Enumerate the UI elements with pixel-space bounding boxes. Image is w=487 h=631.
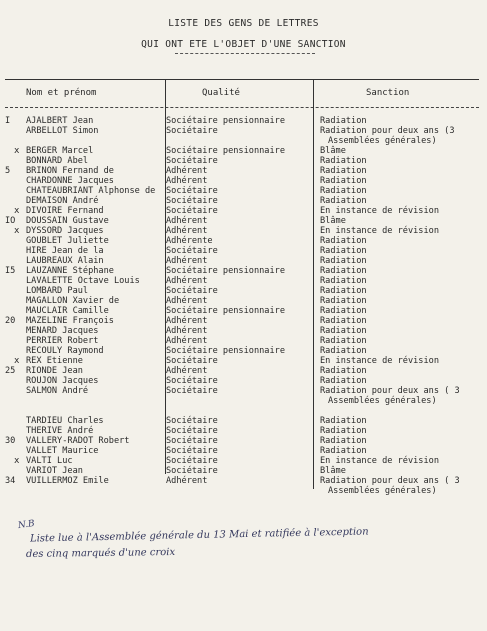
table-row [0, 266, 487, 276]
member-qualite: Adhérente [166, 236, 213, 246]
member-qualite: Sociétaire [166, 446, 218, 456]
member-name: MAGALLON Xavier de [26, 296, 120, 306]
member-sanction: Radiation [320, 256, 367, 266]
header-bottom-rule [5, 107, 479, 108]
member-sanction: Radiation [320, 446, 367, 456]
member-qualite: Sociétaire [166, 206, 218, 216]
member-qualite: Sociétaire [166, 156, 218, 166]
row-number: 25 [5, 366, 16, 376]
member-name: VALLERY-RADOT Robert [26, 436, 130, 446]
member-name: BRINON Fernand de [26, 166, 114, 176]
table-row [0, 176, 487, 186]
member-qualite: Adhérent [166, 326, 208, 336]
member-sanction: Radiation [320, 426, 367, 436]
table-row [0, 466, 487, 476]
row-number: 20 [5, 316, 16, 326]
member-sanction: Blâme [320, 146, 346, 156]
member-qualite: Sociétaire [166, 286, 218, 296]
member-qualite: Adhérent [166, 226, 208, 236]
cross-mark: x [14, 456, 20, 466]
table-row [0, 186, 487, 196]
member-name: ROUJON Jacques [26, 376, 99, 386]
member-name: HIRE Jean de la [26, 246, 104, 256]
member-qualite: Sociétaire [166, 416, 218, 426]
member-name: THERIVE André [26, 426, 94, 436]
member-qualite: Adhérent [166, 276, 208, 286]
member-sanction: Radiation pour deux ans ( 3 [320, 386, 460, 396]
member-qualite: Sociétaire [166, 246, 218, 256]
member-sanction: Blâme [320, 466, 346, 476]
member-qualite: Adhérent [166, 216, 208, 226]
member-sanction: Radiation [320, 326, 367, 336]
member-name: DEMAISON André [26, 196, 99, 206]
member-qualite: Sociétaire [166, 356, 218, 366]
member-name: GOUBLET Juliette [26, 236, 109, 246]
sanction-table [0, 116, 487, 496]
cross-mark: x [14, 146, 20, 156]
member-sanction: Radiation [320, 196, 367, 206]
handwritten-note-line1: Liste lue à l'Assemblée générale du 13 Mai et ratifiée à l'exception [29, 526, 369, 545]
table-row [0, 456, 487, 466]
member-name: SALMON André [26, 386, 89, 396]
table-row [0, 346, 487, 356]
member-name: REX Etienne [26, 356, 83, 366]
member-qualite: Sociétaire [166, 126, 218, 136]
table-row [0, 426, 487, 436]
title-underline [175, 53, 315, 54]
member-qualite: Adhérent [166, 176, 208, 186]
table-row [0, 316, 487, 326]
member-sanction: En instance de révision [320, 456, 439, 466]
member-name: LAVALETTE Octave Louis [26, 276, 140, 286]
table-row [0, 126, 487, 146]
member-qualite: Sociétaire [166, 456, 218, 466]
member-sanction: Radiation [320, 416, 367, 426]
note-nb: N.B [17, 518, 36, 532]
member-name: DOUSSAIN Gustave [26, 216, 109, 226]
member-sanction: Radiation [320, 316, 367, 326]
member-name: MAUCLAIR Camille [26, 306, 109, 316]
member-sanction: En instance de révision [320, 226, 439, 236]
document-title: LISTE DES GENS DE LETTRES [168, 18, 319, 29]
table-row [0, 376, 487, 386]
member-qualite: Sociétaire [166, 386, 218, 396]
table-row [0, 236, 487, 246]
member-sanction: Radiation [320, 176, 367, 186]
table-row [0, 226, 487, 236]
member-sanction: Radiation [320, 236, 367, 246]
member-name: CHARDONNE Jacques [26, 176, 114, 186]
table-row [0, 206, 487, 216]
table-row [0, 146, 487, 156]
member-sanction: Radiation [320, 116, 367, 126]
member-qualite: Adhérent [166, 256, 208, 266]
table-row [0, 116, 487, 126]
row-number: 30 [5, 436, 16, 446]
member-name: MENARD Jacques [26, 326, 99, 336]
member-name: VALLET Maurice [26, 446, 99, 456]
member-name: BONNARD Abel [26, 156, 89, 166]
member-name: LAUBREAUX Alain [26, 256, 104, 266]
table-row [0, 286, 487, 296]
cross-mark: x [14, 206, 20, 216]
header-qualite: Qualité [202, 88, 240, 98]
member-sanction: Radiation [320, 296, 367, 306]
table-row [0, 436, 487, 446]
member-name: LOMBARD Paul [26, 286, 89, 296]
document-subtitle: QUI ONT ETE L'OBJET D'UNE SANCTION [141, 39, 346, 50]
table-row [0, 306, 487, 316]
member-sanction: Radiation [320, 266, 367, 276]
table-row [0, 476, 487, 496]
member-name: RECOULY Raymond [26, 346, 104, 356]
table-row [0, 296, 487, 306]
member-name: LAUZANNE Stéphane [26, 266, 114, 276]
member-sanction: Radiation [320, 186, 367, 196]
member-qualite: Adhérent [166, 476, 208, 486]
table-row [0, 156, 487, 166]
member-sanction: Radiation [320, 166, 367, 176]
member-qualite: Sociétaire pensionnaire [166, 116, 285, 126]
member-sanction: Radiation [320, 306, 367, 316]
table-row [0, 216, 487, 226]
member-sanction: Radiation [320, 336, 367, 346]
member-name: BERGER Marcel [26, 146, 94, 156]
member-sanction-cont: Assemblées générales) [328, 486, 437, 496]
member-name: DIVOIRE Fernand [26, 206, 104, 216]
member-sanction-cont: Assemblées générales) [328, 396, 437, 406]
member-qualite: Adhérent [166, 336, 208, 346]
member-qualite: Sociétaire pensionnaire [166, 306, 285, 316]
member-sanction: En instance de révision [320, 206, 439, 216]
member-sanction: Radiation [320, 286, 367, 296]
member-qualite: Adhérent [166, 296, 208, 306]
table-row [0, 416, 487, 426]
member-sanction: Radiation [320, 346, 367, 356]
member-qualite: Adhérent [166, 166, 208, 176]
row-number: IO [5, 216, 16, 226]
member-sanction-cont: Assemblées générales) [328, 136, 437, 146]
row-number: I5 [5, 266, 16, 276]
member-sanction: Radiation [320, 366, 367, 376]
table-row [0, 356, 487, 366]
member-name: TARDIEU Charles [26, 416, 104, 426]
member-sanction: Radiation [320, 276, 367, 286]
row-number: 34 [5, 476, 16, 486]
member-qualite: Sociétaire [166, 426, 218, 436]
table-row [0, 276, 487, 286]
member-sanction: Radiation [320, 376, 367, 386]
cross-mark: x [14, 226, 20, 236]
table-row [0, 446, 487, 456]
member-qualite: Sociétaire [166, 186, 218, 196]
member-qualite: Sociétaire [166, 436, 218, 446]
member-qualite: Sociétaire [166, 196, 218, 206]
table-row [0, 386, 487, 406]
member-qualite: Adhérent [166, 316, 208, 326]
member-qualite: Sociétaire [166, 376, 218, 386]
member-name: PERRIER Robert [26, 336, 99, 346]
table-row [0, 166, 487, 176]
member-name: VALTI Luc [26, 456, 73, 466]
row-number: 5 [5, 166, 11, 176]
table-row [0, 196, 487, 206]
member-name: VARIOT Jean [26, 466, 83, 476]
cross-mark: x [14, 356, 20, 366]
member-sanction: Radiation [320, 156, 367, 166]
member-name: AJALBERT Jean [26, 116, 94, 126]
table-row [0, 336, 487, 346]
table-top-rule [5, 79, 479, 80]
member-sanction: Radiation [320, 246, 367, 256]
table-row [0, 326, 487, 336]
member-name: VUILLERMOZ Emile [26, 476, 109, 486]
handwritten-note-line2: des cinq marqués d'une croix [25, 546, 176, 561]
member-qualite: Adhérent [166, 366, 208, 376]
row-number: I [5, 116, 11, 126]
member-qualite: Sociétaire pensionnaire [166, 146, 285, 156]
member-sanction: En instance de révision [320, 356, 439, 366]
member-qualite: Sociétaire pensionnaire [166, 346, 285, 356]
member-qualite: Sociétaire pensionnaire [166, 266, 285, 276]
member-name: ARBELLOT Simon [26, 126, 99, 136]
member-sanction: Radiation [320, 436, 367, 446]
member-name: RIONDE Jean [26, 366, 83, 376]
member-qualite: Sociétaire [166, 466, 218, 476]
table-row [0, 366, 487, 376]
member-sanction: Radiation pour deux ans (3 [320, 126, 455, 136]
member-name: CHATEAUBRIANT Alphonse de [26, 186, 156, 196]
member-sanction: Radiation pour deux ans ( 3 [320, 476, 460, 486]
member-sanction: Blâme [320, 216, 346, 226]
member-name: DYSSORD Jacques [26, 226, 104, 236]
header-name: Nom et prénom [26, 88, 97, 98]
table-row [0, 256, 487, 266]
header-sanction: Sanction [366, 88, 410, 98]
member-name: MAZELINE François [26, 316, 114, 326]
table-row [0, 246, 487, 256]
